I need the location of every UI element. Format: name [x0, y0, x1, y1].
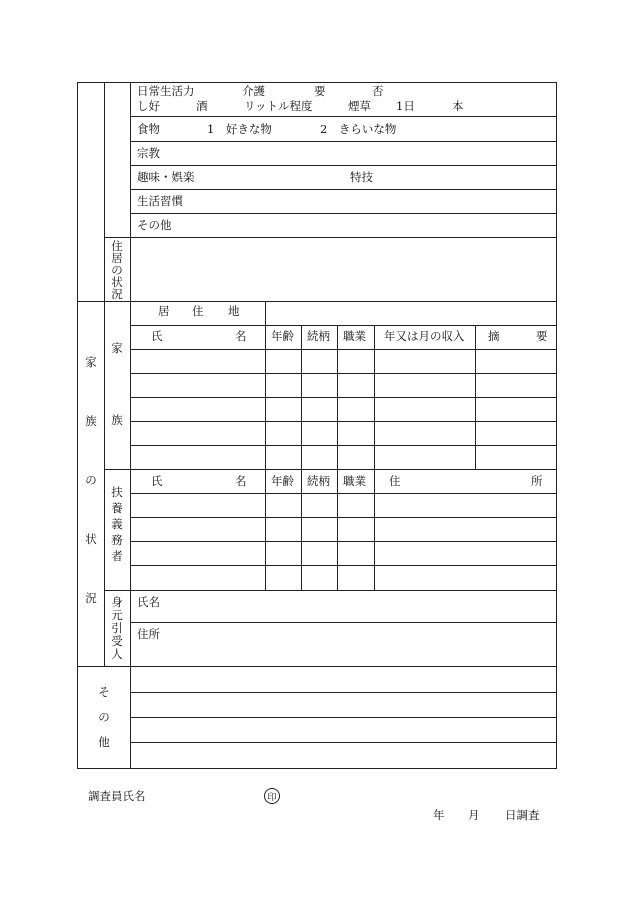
tobacco-label: 煙草 — [348, 99, 371, 113]
adl-label: 日常生活力 — [137, 84, 195, 98]
support-header-address-2: 所 — [531, 474, 543, 488]
residence-char-1: 居 — [158, 304, 170, 318]
food-label: 食物 — [137, 122, 160, 136]
family-status-label: 家 族 の 状 況 — [85, 355, 97, 605]
header-note-2: 要 — [536, 329, 548, 343]
support-obligor-label: 扶 養 義 務 者 — [111, 485, 123, 563]
guarantor-address-label: 住所 — [137, 627, 160, 641]
sake-label: 酒 — [196, 99, 208, 113]
habit-label: 生活習慣 — [137, 194, 183, 208]
housing-label: 住 居 の 状 況 — [111, 239, 123, 301]
religion-label: 宗教 — [137, 146, 160, 160]
care-need-option: 要 — [314, 84, 326, 98]
header-note-1: 摘 — [488, 329, 500, 343]
residence-char-3: 地 — [228, 304, 240, 318]
skill-label: 特技 — [350, 170, 373, 184]
hobby-label: 趣味・娯楽 — [137, 170, 195, 184]
guarantor-label: 身 元 引 受 人 — [111, 595, 123, 661]
food-dislike-label: 2 きらいな物 — [320, 122, 397, 136]
other-label: その他 — [137, 218, 172, 232]
header-name-1: 氏 — [151, 329, 163, 343]
support-header-address-1: 住 — [389, 474, 401, 488]
month-label: 月 — [468, 808, 480, 822]
care-no-option: 否 — [372, 84, 384, 98]
investigator-name-label: 調査員氏名 — [88, 789, 146, 803]
liter-label: リットル程度 — [244, 99, 313, 113]
residence-char-2: 住 — [192, 304, 204, 318]
support-header-name-1: 氏 — [151, 474, 163, 488]
header-job: 職業 — [343, 329, 366, 343]
header-income: 年又は月の収入 — [384, 329, 465, 343]
support-header-job: 職業 — [343, 474, 366, 488]
header-relation: 続柄 — [307, 329, 330, 343]
survey-day-label: 日調査 — [505, 808, 540, 822]
header-age: 年齢 — [271, 329, 294, 343]
other-section-label: そ の 他 — [98, 685, 110, 749]
count-unit-label: 本 — [452, 99, 464, 113]
guarantor-name-label: 氏名 — [137, 595, 160, 609]
support-header-age: 年齢 — [271, 474, 294, 488]
seal-mark: 印 — [264, 788, 280, 804]
year-label: 年 — [433, 808, 445, 822]
header-name-2: 名 — [235, 329, 247, 343]
preference-label: し好 — [137, 99, 160, 113]
food-like-label: 1 好きな物 — [207, 122, 272, 136]
support-header-relation: 続柄 — [307, 474, 330, 488]
per-day-label: 1日 — [396, 99, 415, 113]
care-label: 介護 — [242, 84, 265, 98]
family-label: 家 族 — [111, 341, 123, 427]
support-header-name-2: 名 — [235, 474, 247, 488]
